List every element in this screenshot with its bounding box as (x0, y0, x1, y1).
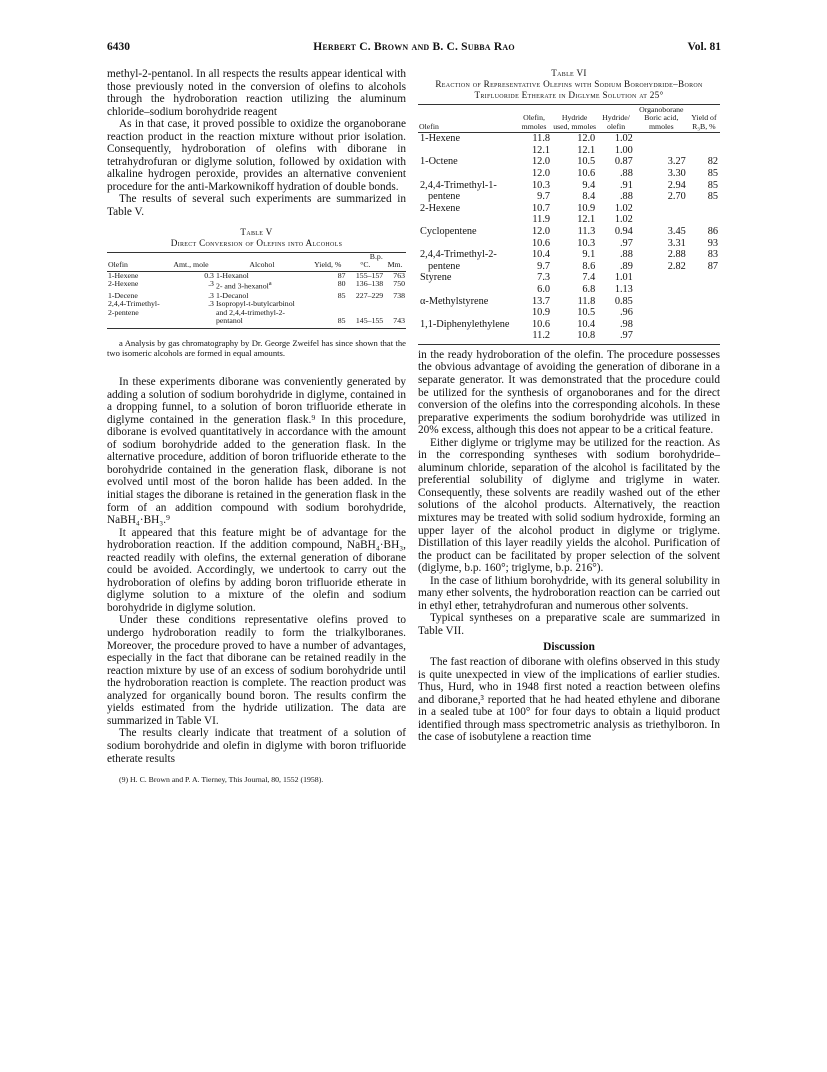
table-cell (688, 307, 720, 319)
table-header: Yield of R₃B, % (688, 105, 720, 133)
table-cell: Cyclopentene (420, 225, 477, 237)
table-cell: 2-Hexene (108, 279, 139, 289)
paragraph: Either diglyme or triglyme may be utilized for the reaction. As in the corresponding syntheses with sodium borohydride–aluminum chloride, separation of the alcohol is facilitated by the preferential solubility of diglyme and triglyme in water. Consequently, these solvents are readily washed out of the ether solutions of the alcohol products. Alternatively, the reaction mixtures may be treated with solid sodium hydroxide, forming an upper layer of the alcohol product in diglyme or triglyme. Distillation of this layer readily yields the alcohol. Purification of the product can be facilitated by proper selection of the solvent (diglyme, b.p. 160°; triglyme, b.p. 216°). (418, 436, 720, 575)
paragraph: In these experiments diborane was conveniently generated by adding a solution of sodium borohydride in diglyme, contained in a dropping funnel, to a solution of boron trifluoride etherate in diglyme contained in the generation flask.⁹ In this procedure, diborane is evolved quantitatively in accordance with the amount of sodium borohydride added to the generation flask. In the alternative procedure, addition of boron trifluoride etherate to the borohydride contained in the generation flask, diborane is not evolved until most of the boron halide has been added. In the initial stages the diborane is retained in the generation flask in the form of an addition compound with sodium borohydride, NaBH₄·BH₃.⁹ (107, 376, 406, 527)
table-cell: .88 (619, 249, 633, 261)
table-cell (635, 319, 688, 331)
table-cell: 763 (393, 270, 405, 280)
table-cell: 11.3 (577, 225, 596, 237)
table-cell: .96 (619, 307, 633, 319)
table-cell: .88 (619, 191, 633, 203)
table-cell: 12.0 (577, 133, 596, 145)
table-cell (688, 330, 720, 344)
table-header: Yield, % (309, 252, 347, 271)
table-cell: 1-Hexene (420, 133, 461, 145)
table-cell: 10.6 (577, 168, 596, 179)
table-cell: 10.7 (532, 202, 551, 214)
section-heading: Discussion (543, 641, 595, 654)
volume-label: Vol. 81 (687, 41, 721, 53)
alcohol-name: 2- and 3-hexanol (215, 281, 269, 291)
table-cell: .97 (597, 330, 635, 344)
table-cell: 3.30 (667, 168, 686, 179)
table-cell: 8.4 (582, 191, 596, 203)
table-row (418, 180, 720, 192)
table-cell: 6.8 (582, 283, 596, 295)
table-title: Direct Conversion of Olefins into Alcohols (170, 237, 343, 248)
table-row (418, 272, 720, 284)
table-cell: 2,4,4-Trimethyl-1- (420, 179, 497, 191)
paragraph: The results clearly indicate that treatment of a solution of sodium borohydride and olefin in diglyme with boron trifluoride etherate results (107, 727, 406, 765)
table-cell (418, 214, 516, 226)
boric-label: Boric acid, mmoles (644, 113, 679, 131)
table-cell: 1.00 (614, 144, 633, 156)
table-cell (688, 272, 720, 284)
table-cell (688, 145, 720, 157)
table-cell: 1-Hexanol (215, 270, 249, 280)
paragraph: Under these conditions representative olefins proved to undergo hydroboration readily to form the trialkylboranes. Moreover, the procedure proved to have a number of advantages, especially in the fact that diborane can be retained readily in the reaction mixture by use of an excess of sodium borohydride until the hydroboration reaction is complete. The reaction product was analyzed for organically bound boron. The results confirm the yields estimated from the hydride utilization. The data are summarized in Table VI. (107, 614, 406, 727)
table-cell (635, 307, 688, 319)
table-cell (635, 284, 688, 296)
table-header (635, 105, 688, 133)
table-cell: 10.9 (532, 307, 551, 319)
table-row (418, 145, 720, 157)
table-row (418, 191, 720, 203)
table-row (418, 133, 720, 145)
table-cell: 10.6 (532, 318, 551, 330)
paragraph: methyl-2-pentanol. In all respects the results appear identical with those previously noted in the conversion of olefins to alcohols through the hydroboration reaction utilizing the aluminum chloride–sodium borohydride reagent (107, 68, 406, 118)
table-row (418, 296, 720, 308)
table-cell: 2.70 (667, 191, 686, 203)
table-label: Table VI (551, 68, 587, 78)
table-cell: 1-Decanol (215, 290, 249, 300)
table-cell: 10.3 (532, 179, 551, 191)
paragraph: in the ready hydroboration of the olefin. The procedure possesses the obvious advantage of avoiding the generation of diborane in a separate generator. It was demonstrated that the procedure could be utilized for the synthesis of organoboranes and for the direct conversion of the olefins into the corresponding alcohols. In these preparative experiments the sodium borohydride was utilized in 20% excess, although this does not appear to be a critical feature. (418, 348, 720, 437)
table-cell: 85 (707, 168, 718, 179)
table-cell: 2,4,4-Trimethyl-2- (420, 249, 497, 261)
table-header: Olefin, mmoles (516, 105, 552, 133)
table-cell (418, 145, 516, 157)
table-cell: 2,4,4-Trimethyl-2-pentene (107, 300, 167, 328)
table-cell: 1-Octene (420, 156, 458, 168)
table-cell: 9.4 (582, 179, 596, 191)
table-cell: 0.85 (614, 295, 633, 307)
paragraph: Typical syntheses on a preparative scale are summarized in Table VII. (418, 612, 720, 637)
table-row (418, 284, 720, 296)
paragraph: It appeared that this feature might be of advantage for the hydroboration reaction. If the addition compound, NaBH₄·BH₃, reacted readily with olefins, the external generation of diborane could be avoided. Accordingly, we undertook to carry out the hydroboration of olefins by adding boron trifluoride etherate in diglyme solution to a mixture of the olefin and sodium borohydride in diglyme solution. (107, 526, 406, 614)
table-cell: 1,1-Diphenylethylene (420, 318, 510, 330)
table-row (418, 261, 720, 273)
table-cell: Isopropyl-t-butylcarbinol and 2,4,4-trimethyl-2-pentanol (215, 300, 309, 328)
paragraph: The fast reaction of diborane with olefins observed in this study is quite unexpected in view of the implications of earlier studies. Thus, Hurd, who in 1948 first noted a reaction between olefins and diborane,³ reported that he had heated ethylene and diborane in a sealed tube at 100° for four days to obtain a liquid product identified through mass spectrometric analysis as triethylboron. In the case of isobutylene a reaction time (418, 656, 720, 744)
table-cell (635, 272, 688, 284)
table-cell: 12.0 (532, 168, 551, 179)
table-cell (688, 319, 720, 331)
table-header: Hydride/ olefin (597, 105, 635, 133)
table-cell: 10.5 (577, 156, 596, 168)
table-cell (688, 203, 720, 215)
organoborane-label: Organoborane (639, 105, 684, 114)
table-cell: 11.2 (516, 330, 552, 344)
paragraph: The results of several such experiments are summarized in Table V. (107, 193, 406, 219)
table-cell: 87 (337, 270, 346, 280)
table-cell: 11.8 (577, 295, 596, 307)
table-cell: 750 (393, 279, 405, 289)
table-footnote: a Analysis by gas chromatography by Dr. George Zweifel has since shown that the two isomeric alcohols are formed in equal amounts. (107, 337, 406, 358)
table-cell: 10.4 (532, 249, 551, 261)
table-cell: 85 (707, 179, 718, 191)
table-cell: 1.02 (614, 202, 633, 214)
table-cell: 10.8 (552, 330, 597, 344)
footnote-marker: a (268, 280, 272, 288)
table-row (418, 156, 720, 168)
table-cell: 85 (309, 300, 347, 328)
table-cell: 3.45 (667, 225, 686, 237)
table-label: Table V (240, 226, 273, 237)
table-cell (688, 214, 720, 226)
table-cell (635, 296, 688, 308)
table-cell: 87 (707, 260, 718, 272)
table-cell: 227–229 (355, 290, 384, 300)
table-row (418, 330, 720, 344)
table-header: Alcohol (215, 252, 309, 271)
table-cell: .97 (619, 237, 633, 249)
table-cell: .98 (619, 318, 633, 330)
table-cell: 80 (337, 279, 346, 289)
table-cell (418, 238, 516, 250)
table-vi (418, 104, 720, 345)
table-cell: 2.82 (667, 260, 686, 272)
table-cell: 12.0 (532, 225, 551, 237)
table-cell (688, 284, 720, 296)
table-cell: 2.88 (667, 249, 686, 261)
table-v (107, 252, 406, 329)
table-cell: 10.3 (577, 237, 596, 249)
paragraph: As in that case, it proved possible to oxidize the organoborane reaction product in the reaction mixture without prior isolation. Consequently, hydroboration of olefins with diborane in tetrahydrofuran or diglyme solution, followed by oxidation with alkaline hydrogen peroxide, provides an alternative convenient procedure for the anti-Markownikoff hydration of double bonds. (107, 118, 406, 193)
table-cell: 9.7 (537, 191, 551, 203)
table-row (107, 280, 406, 291)
table-row (418, 226, 720, 238)
table-cell: 12.1 (532, 144, 551, 156)
table-cell: 1.01 (614, 272, 633, 284)
table-cell: 1.02 (614, 133, 633, 145)
table-cell (635, 203, 688, 215)
table-cell: 86 (707, 225, 718, 237)
table-cell: 12.1 (577, 214, 596, 226)
table-cell: 85 (337, 290, 346, 300)
table-cell: 738 (393, 290, 405, 300)
table-cell: .88 (619, 168, 633, 179)
table-cell: 12.0 (532, 156, 551, 168)
table-cell (418, 284, 516, 296)
table-cell: 136–138 (355, 279, 384, 289)
table-cell (635, 133, 688, 145)
table-cell: 7.3 (537, 272, 551, 284)
table-cell: 0.94 (614, 225, 633, 237)
table-cell: 83 (707, 249, 718, 261)
table-cell: 9.1 (582, 249, 596, 261)
table-cell: 743 (384, 300, 406, 328)
table-row (418, 203, 720, 215)
table-cell: 9.7 (537, 260, 551, 272)
table-cell: 1.13 (614, 283, 633, 295)
table-cell: .3 (208, 290, 214, 300)
table-cell: .89 (619, 260, 633, 272)
table-cell (635, 330, 688, 344)
table-cell (418, 168, 516, 180)
table-cell: 6.0 (537, 283, 551, 295)
table-row (107, 300, 406, 328)
table-cell (418, 330, 516, 344)
table-title: Reaction of Representative Olefins with Sodium Borohydride–Boron Trifluoride Etherate in Diglyme Solution at 25° (435, 79, 703, 100)
table-cell: .91 (619, 179, 633, 191)
table-cell: 93 (707, 237, 718, 249)
table-cell: 85 (707, 191, 718, 203)
table-cell: 10.6 (532, 237, 551, 249)
table-cell: 1-Hexene (108, 270, 139, 280)
running-authors: Herbert C. Brown and B. C. Subba Rao (313, 41, 515, 53)
table-cell: 1.02 (614, 214, 633, 226)
table-cell: 145–155 (347, 300, 385, 328)
table-cell: 0.87 (614, 156, 633, 168)
right-column (418, 68, 720, 744)
table-header: Mm. (384, 261, 406, 271)
table-cell (688, 133, 720, 145)
table-header: °C. (347, 261, 385, 271)
table-cell: 1-Decene (108, 290, 138, 300)
table-cell: 13.7 (532, 295, 551, 307)
table-cell: pentene (428, 191, 461, 203)
page-number: 6430 (107, 41, 130, 53)
paragraph: In the case of lithium borohydride, with its general solubility in many ether solvents, the hydroboration reaction can be carried out in ethyl ether, tetrahydrofuran and numerous other solvents. (418, 574, 720, 612)
table-cell: 3.31 (667, 237, 686, 249)
table-cell: 7.4 (582, 272, 596, 284)
table-cell: 82 (707, 156, 718, 168)
table-cell (635, 214, 688, 226)
footnote: (9) H. C. Brown and P. A. Tierney, This Journal, 80, 1552 (1958). (119, 775, 324, 785)
table-cell: α-Methylstyrene (420, 295, 489, 307)
table-header: B.p. (347, 252, 406, 261)
table-header: Olefin (107, 252, 167, 271)
table-cell (215, 280, 309, 291)
table-cell: 11.9 (532, 214, 551, 226)
table-cell: .3 (208, 279, 214, 289)
table-cell: 10.5 (577, 307, 596, 319)
table-cell: Styrene (420, 272, 452, 284)
table-cell: 10.4 (577, 318, 596, 330)
table-cell: .3 (167, 300, 215, 328)
table-row (418, 214, 720, 226)
table-header: Amt., mole (167, 252, 215, 271)
table-cell: 3.27 (667, 156, 686, 168)
table-cell: 11.8 (532, 133, 551, 145)
table-cell (635, 145, 688, 157)
table-header: Olefin (418, 105, 516, 133)
table-row (418, 238, 720, 250)
table-cell: 2.94 (667, 179, 686, 191)
table-cell: 2-Hexene (420, 202, 461, 214)
table-cell: 8.6 (582, 260, 596, 272)
left-column (107, 68, 406, 784)
table-row (418, 168, 720, 180)
table-cell (418, 307, 516, 319)
table-cell: 10.9 (577, 202, 596, 214)
table-cell: 0.3 (204, 270, 214, 280)
table-row (418, 249, 720, 261)
table-header: Hydride used, mmoles (552, 105, 597, 133)
table-cell: 155–157 (355, 270, 384, 280)
table-cell (688, 296, 720, 308)
running-header (107, 41, 721, 59)
table-cell: pentene (428, 260, 461, 272)
table-row (418, 319, 720, 331)
table-cell: 12.1 (577, 144, 596, 156)
table-row (418, 307, 720, 319)
